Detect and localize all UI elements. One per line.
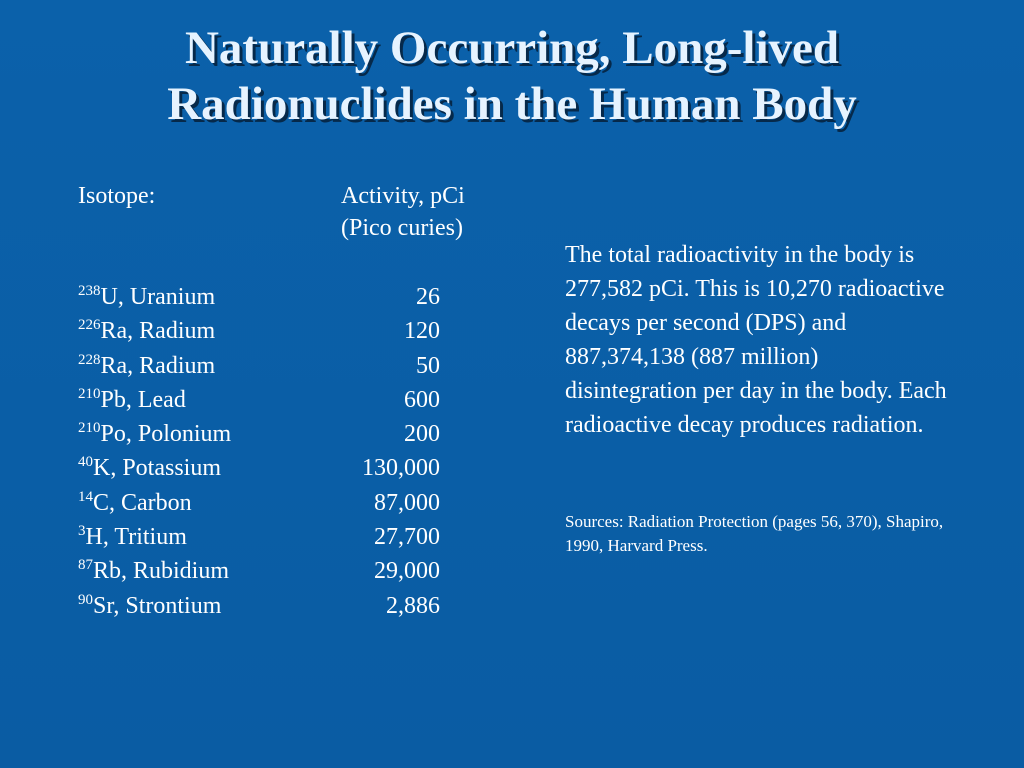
isotope-name <box>78 383 186 417</box>
isotope-name <box>78 520 187 554</box>
element-name: Ra, Radium <box>100 318 216 345</box>
mass-number: 87 <box>78 557 93 574</box>
element-name: Sr, Strontium <box>93 592 222 619</box>
element-name: H, Tritium <box>85 524 187 551</box>
activity-value: 600 <box>404 386 440 413</box>
activity-value: 120 <box>404 318 440 345</box>
element-name: Po, Polonium <box>100 421 232 448</box>
isotope-name <box>78 451 221 485</box>
slide-title-line-2: Radionuclides in the Human Body <box>167 78 857 130</box>
table-row <box>78 383 478 417</box>
table-row <box>78 314 478 348</box>
table-row <box>78 280 478 314</box>
activity-value: 50 <box>416 352 440 379</box>
table-row <box>78 589 478 623</box>
activity-header-line-2: (Pico curies) <box>341 215 463 241</box>
element-name: Ra, Radium <box>100 352 216 379</box>
element-name: U, Uranium <box>100 284 216 310</box>
isotope-column-header: Isotope: <box>78 183 156 209</box>
table-row <box>78 451 478 485</box>
slide-title-line-1: Naturally Occurring, Long-lived <box>184 22 840 74</box>
element-name: K, Potassium <box>93 455 222 482</box>
mass-number: 210 <box>78 385 101 402</box>
activity-value: 29,000 <box>374 558 440 585</box>
mass-number: 238 <box>78 283 101 299</box>
activity-value: 200 <box>404 421 440 448</box>
table-row <box>78 417 478 451</box>
mass-number: 40 <box>78 454 93 471</box>
isotope-name <box>78 554 229 588</box>
mass-number: 14 <box>78 488 93 505</box>
sources-citation: Sources: Radiation Protection (pages 56, 370), Shapiro, 1990, Harvard Press. <box>565 512 944 555</box>
mass-number: 3 <box>78 523 86 540</box>
isotope-name <box>78 314 215 348</box>
activity-value: 26 <box>416 284 440 310</box>
mass-number: 228 <box>78 351 101 368</box>
activity-value: 2,886 <box>386 592 440 619</box>
radionuclide-table <box>78 280 478 623</box>
activity-column-header <box>341 180 465 244</box>
table-row <box>78 554 478 588</box>
mass-number: 226 <box>78 317 101 334</box>
isotope-name <box>78 280 215 314</box>
slide-title <box>0 20 1024 132</box>
activity-value: 130,000 <box>362 455 440 482</box>
isotope-name <box>78 486 192 520</box>
isotope-name <box>78 417 231 451</box>
mass-number: 90 <box>78 591 93 608</box>
table-row <box>78 349 478 383</box>
activity-header-line-1: Activity, pCi <box>341 183 465 209</box>
activity-value: 27,700 <box>374 524 440 551</box>
mass-number: 210 <box>78 420 101 437</box>
total-radioactivity-summary: The total radioactivity in the body is 277,582 pCi. This is 10,270 radioactive decays per second (DPS) and 887,374,138 (887 million) disintegration per day in the body. Each radioactive decay produces radiation. <box>565 242 947 438</box>
isotope-name <box>78 349 215 383</box>
table-row <box>78 520 478 554</box>
table-row <box>78 486 478 520</box>
isotope-name <box>78 589 221 623</box>
element-name: Rb, Rubidium <box>93 558 230 585</box>
element-name: C, Carbon <box>93 489 192 516</box>
activity-value: 87,000 <box>374 489 440 516</box>
element-name: Pb, Lead <box>100 386 186 413</box>
